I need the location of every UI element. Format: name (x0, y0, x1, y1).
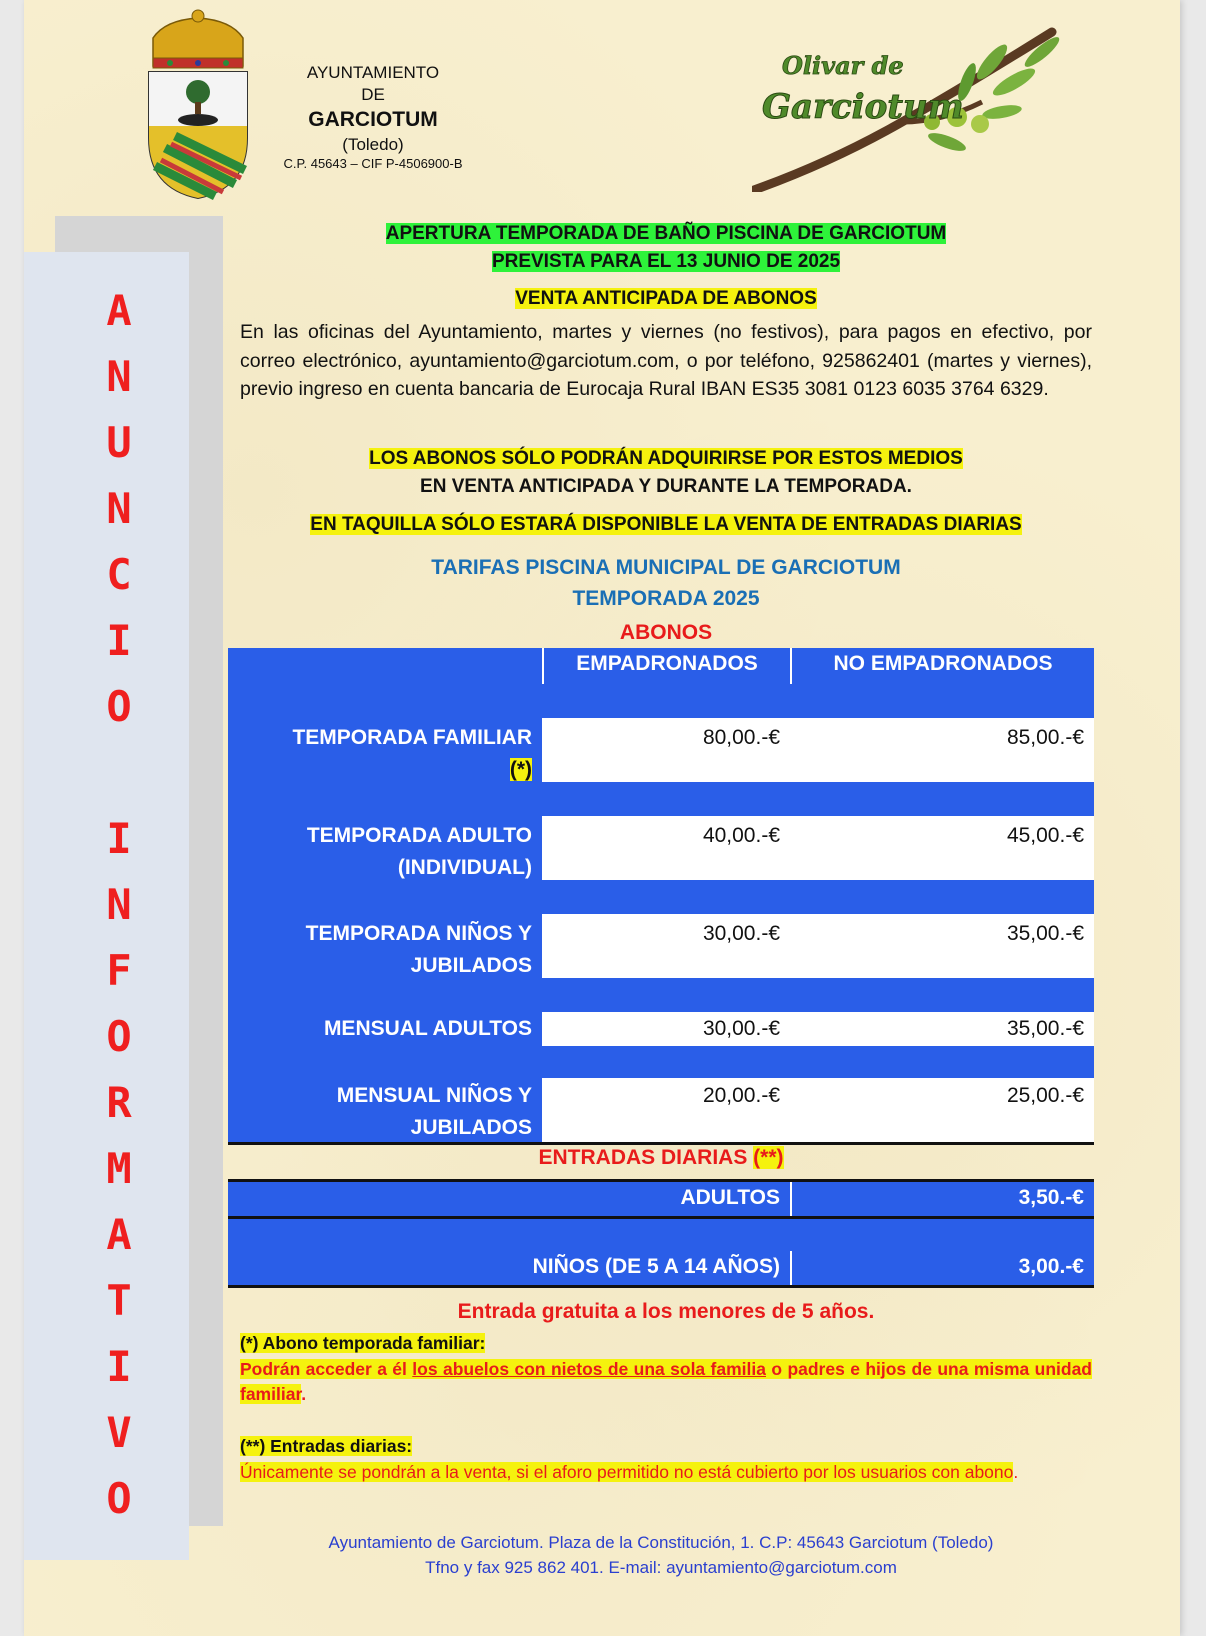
table-row (228, 914, 1094, 978)
row-label (228, 816, 542, 880)
side-letter: C (106, 550, 132, 599)
side-letter-gap (92, 740, 146, 806)
note2-body (240, 1460, 1092, 1485)
header-cif: C.P. 45643 – CIF P-4506900-B (283, 156, 463, 171)
side-letter: O (106, 682, 132, 731)
note2-heading (240, 1436, 412, 1457)
table-spacer (228, 1219, 1094, 1251)
familiar-asterisk: (*) (509, 758, 532, 781)
venta-heading-text: VENTA ANTICIPADA DE ABONOS (515, 288, 817, 309)
table-divider (228, 1285, 1094, 1288)
header-line-2: DE (361, 85, 385, 104)
note1-body (240, 1357, 1092, 1407)
free-entry-note: Entrada gratuita a los menores de 5 años. (457, 1300, 875, 1323)
side-letter: R (106, 1078, 132, 1127)
venta-text: En las oficinas del Ayuntamiento, martes y viernes (no festivos), para pagos en efectivo, por correo electrónico, ayuntamiento@garciotum.com, o por teléfono, 925862401 (martes y viernes), previo ingreso en cuenta bancaria de Eurocaja Rural IBAN ES35 3081 0123 6035 3764 6329. (240, 321, 1092, 400)
side-letter: I (106, 1342, 132, 1391)
taquilla-notice-text: EN TAQUILLA SÓLO ESTARÁ DISPONIBLE LA VENTA DE ENTRADAS DIARIAS (310, 514, 1022, 535)
table-row (228, 1078, 1094, 1142)
side-banner-text (92, 278, 146, 1532)
side-letter: N (106, 352, 132, 401)
table-header-row (228, 648, 1094, 684)
abonos-notice-line-2: EN VENTA ANTICIPADA Y DURANTE LA TEMPORADA. (420, 476, 912, 497)
row-label-line: MENSUAL NIÑOS Y (336, 1084, 532, 1107)
row-label (228, 718, 542, 782)
note1-heading-text: (*) Abono temporada familiar: (240, 1333, 486, 1353)
price-empadronados: 80,00.-€ (542, 718, 790, 782)
col-empadronados: EMPADRONADOS (542, 648, 790, 684)
note1-heading (240, 1333, 485, 1354)
footer (228, 1530, 1094, 1580)
taquilla-notice (240, 514, 1092, 536)
opening-title-line-2: PREVISTA PARA EL 13 JUNIO DE 2025 (491, 251, 841, 272)
entradas-label: ADULTOS (680, 1186, 780, 1209)
row-label-line: TEMPORADA NIÑOS Y (305, 922, 532, 945)
olivar-logo-icon (752, 22, 1072, 192)
table-spacer (228, 880, 1094, 914)
footer-contact: Tfno y fax 925 862 401. E-mail: ayuntamiento@garciotum.com (425, 1558, 897, 1577)
table-spacer (228, 978, 1094, 1012)
tarifas-title (240, 552, 1092, 614)
note1-text-c: o padres e hijos de una misma unidad familiar (240, 1359, 1092, 1404)
table-spacer (228, 684, 1094, 718)
entradas-row (228, 1251, 1094, 1285)
side-letter: V (106, 1408, 132, 1457)
note1-text-a: Podrán acceder a él (240, 1359, 413, 1379)
header-province: (Toledo) (342, 135, 404, 154)
table-spacer (228, 1046, 1094, 1078)
note2-heading-text: (**) Entradas diarias: (240, 1436, 413, 1456)
side-letter: O (106, 1474, 132, 1523)
abonos-heading: ABONOS (619, 621, 713, 644)
table-spacer (228, 782, 1094, 816)
price-no-empadronados: 45,00.-€ (790, 816, 1094, 880)
side-letter: I (106, 814, 132, 863)
price-no-empadronados: 35,00.-€ (790, 1012, 1094, 1046)
opening-title (240, 220, 1092, 276)
side-letter: T (106, 1276, 132, 1325)
tarifas-title-line-2: TEMPORADA 2025 (572, 587, 760, 610)
note1-text-b: los abuelos con nietos de una sola familia (412, 1359, 766, 1379)
entradas-price: 3,50.-€ (790, 1182, 1094, 1216)
header-town: GARCIOTUM (308, 108, 438, 131)
note2-text-a: Únicamente se pondrán a la venta, si el aforo permitido no está cubierto por los usuarios con abono (240, 1462, 1014, 1482)
entradas-heading (228, 1146, 1094, 1170)
header-line-1: AYUNTAMIENTO (306, 63, 440, 82)
side-letter: O (106, 1012, 132, 1061)
note1-text-d: . (301, 1384, 307, 1404)
header-institution (256, 62, 490, 173)
table-row (228, 718, 1094, 782)
row-label: MENSUAL ADULTOS (228, 1012, 542, 1046)
price-empadronados: 40,00.-€ (542, 816, 790, 880)
footer-address: Ayuntamiento de Garciotum. Plaza de la Constitución, 1. C.P: 45643 Garciotum (Toledo) (328, 1533, 994, 1552)
side-letter: F (106, 946, 132, 995)
entradas-label: NIÑOS (DE 5 A 14 AÑOS) (532, 1255, 780, 1278)
entradas-heading-text: ENTRADAS DIARIAS (538, 1146, 748, 1169)
logo-text-top: Olivar de (782, 51, 904, 80)
row-label-line: JUBILADOS (410, 1116, 532, 1139)
venta-heading (240, 288, 1092, 310)
price-empadronados: 20,00.-€ (542, 1078, 790, 1142)
row-label-line: TEMPORADA ADULTO (306, 824, 532, 847)
row-label-line: TEMPORADA FAMILIAR (292, 726, 532, 749)
entradas-price: 3,00.-€ (790, 1251, 1094, 1285)
table-row (228, 1012, 1094, 1046)
price-empadronados: 30,00.-€ (542, 914, 790, 978)
table-header-empty (228, 648, 542, 684)
side-letter: N (106, 880, 132, 929)
side-letter: A (106, 286, 132, 335)
table-row (228, 816, 1094, 880)
abonos-notice (240, 445, 1092, 501)
price-no-empadronados: 25,00.-€ (790, 1078, 1094, 1142)
price-no-empadronados: 85,00.-€ (790, 718, 1094, 782)
side-letter: A (106, 1210, 132, 1259)
row-label (228, 914, 542, 978)
abonos-notice-line-1: LOS ABONOS SÓLO PODRÁN ADQUIRIRSE POR ESTOS MEDIOS (369, 448, 963, 469)
side-letter: U (106, 418, 132, 467)
tarifas-title-line-1: TARIFAS PISCINA MUNICIPAL DE GARCIOTUM (431, 556, 901, 579)
row-label-line: (INDIVIDUAL) (397, 856, 532, 879)
table-divider (228, 1142, 1094, 1145)
opening-title-line-1: APERTURA TEMPORADA DE BAÑO PISCINA DE GARCIOTUM (385, 223, 947, 244)
municipal-crest-icon (145, 8, 251, 200)
logo-text-bottom: Garciotum (762, 87, 964, 127)
col-no-empadronados: NO EMPADRONADOS (790, 648, 1094, 684)
price-empadronados: 30,00.-€ (542, 1012, 790, 1046)
price-no-empadronados: 35,00.-€ (790, 914, 1094, 978)
entradas-row (228, 1182, 1094, 1216)
row-label (228, 1078, 542, 1142)
side-letter: N (106, 484, 132, 533)
side-letter: M (106, 1144, 132, 1193)
note2-text-b: . (1013, 1462, 1019, 1482)
row-label-line: JUBILADOS (410, 954, 532, 977)
side-letter: I (106, 616, 132, 665)
entradas-heading-mark: (**) (753, 1146, 784, 1169)
